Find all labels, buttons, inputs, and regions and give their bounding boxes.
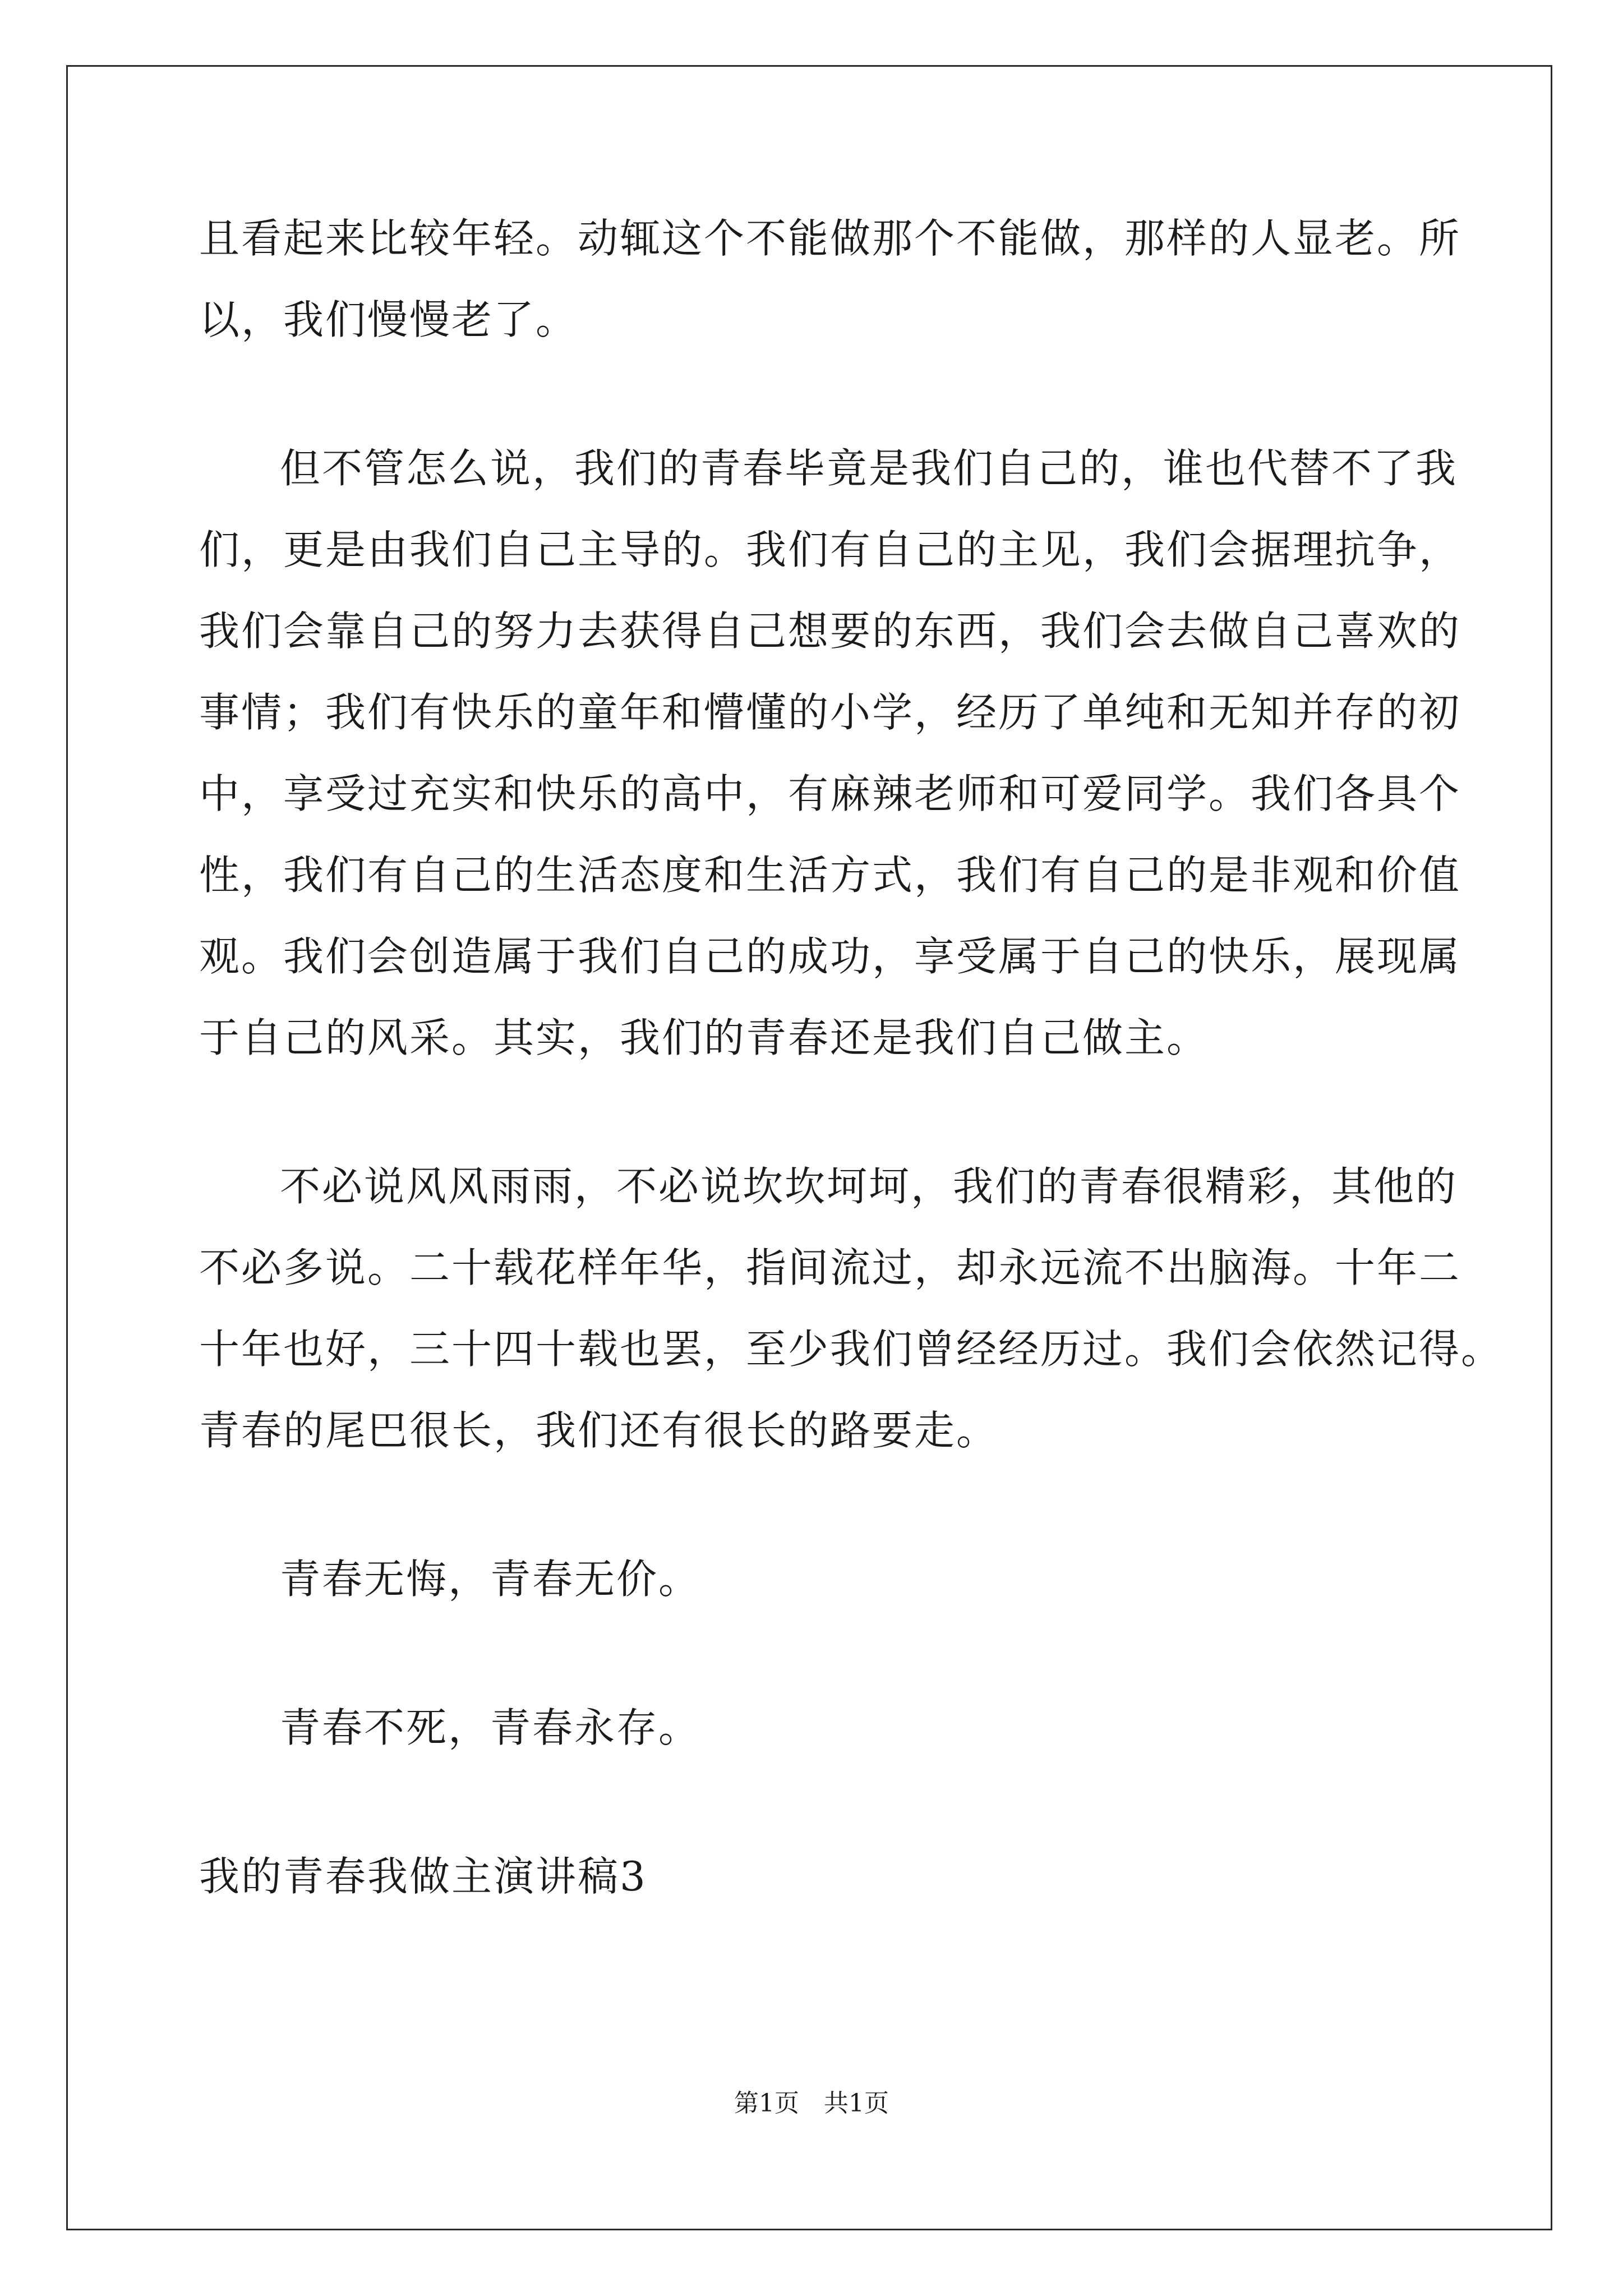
text-line: 不必多说。二十载花样年华，指间流过，却永远流不出脑海。十年二 (199, 1244, 1461, 1291)
paragraph-start-line: 但不管怎么说，我们的青春毕竟是我们自己的，谁也代替不了我 (280, 445, 1458, 492)
text-line: 以，我们慢慢老了。 (199, 296, 578, 343)
text-line: 性，我们有自己的生活态度和生活方式，我们有自己的是非观和价值 (199, 852, 1461, 899)
text-line: 青春的尾巴很长，我们还有很长的路要走。 (199, 1407, 999, 1454)
paragraph-start-line: 青春不死，青春永存。 (280, 1704, 701, 1751)
text-line: 我们会靠自己的努力去获得自己想要的东西，我们会去做自己喜欢的 (199, 608, 1461, 655)
text-line: 观。我们会创造属于我们自己的成功，享受属于自己的快乐，展现属 (199, 933, 1461, 980)
page-border (66, 65, 1552, 2230)
text-line: 十年也好，三十四十载也罢，至少我们曾经经历过。我们会依然记得。 (199, 1326, 1504, 1373)
page-number-footer: 第1页 共1页 (734, 2089, 889, 2118)
section-heading: 我的青春我做主演讲稿3 (199, 1853, 647, 1900)
text-line: 中，享受过充实和快乐的高中，有麻辣老师和可爱同学。我们各具个 (199, 770, 1461, 817)
text-line: 且看起来比较年轻。动辄这个不能做那个不能做，那样的人显老。所 (199, 215, 1461, 262)
paragraph-start-line: 青春无悔，青春无价。 (280, 1556, 701, 1603)
text-line: 们，更是由我们自己主导的。我们有自己的主见，我们会据理抗争， (199, 526, 1461, 573)
text-line: 于自己的风采。其实，我们的青春还是我们自己做主。 (199, 1014, 1209, 1061)
paragraph-start-line: 不必说风风雨雨，不必说坎坎坷坷，我们的青春很精彩，其他的 (280, 1163, 1458, 1210)
text-line: 事情；我们有快乐的童年和懵懂的小学，经历了单纯和无知并存的初 (199, 689, 1461, 736)
